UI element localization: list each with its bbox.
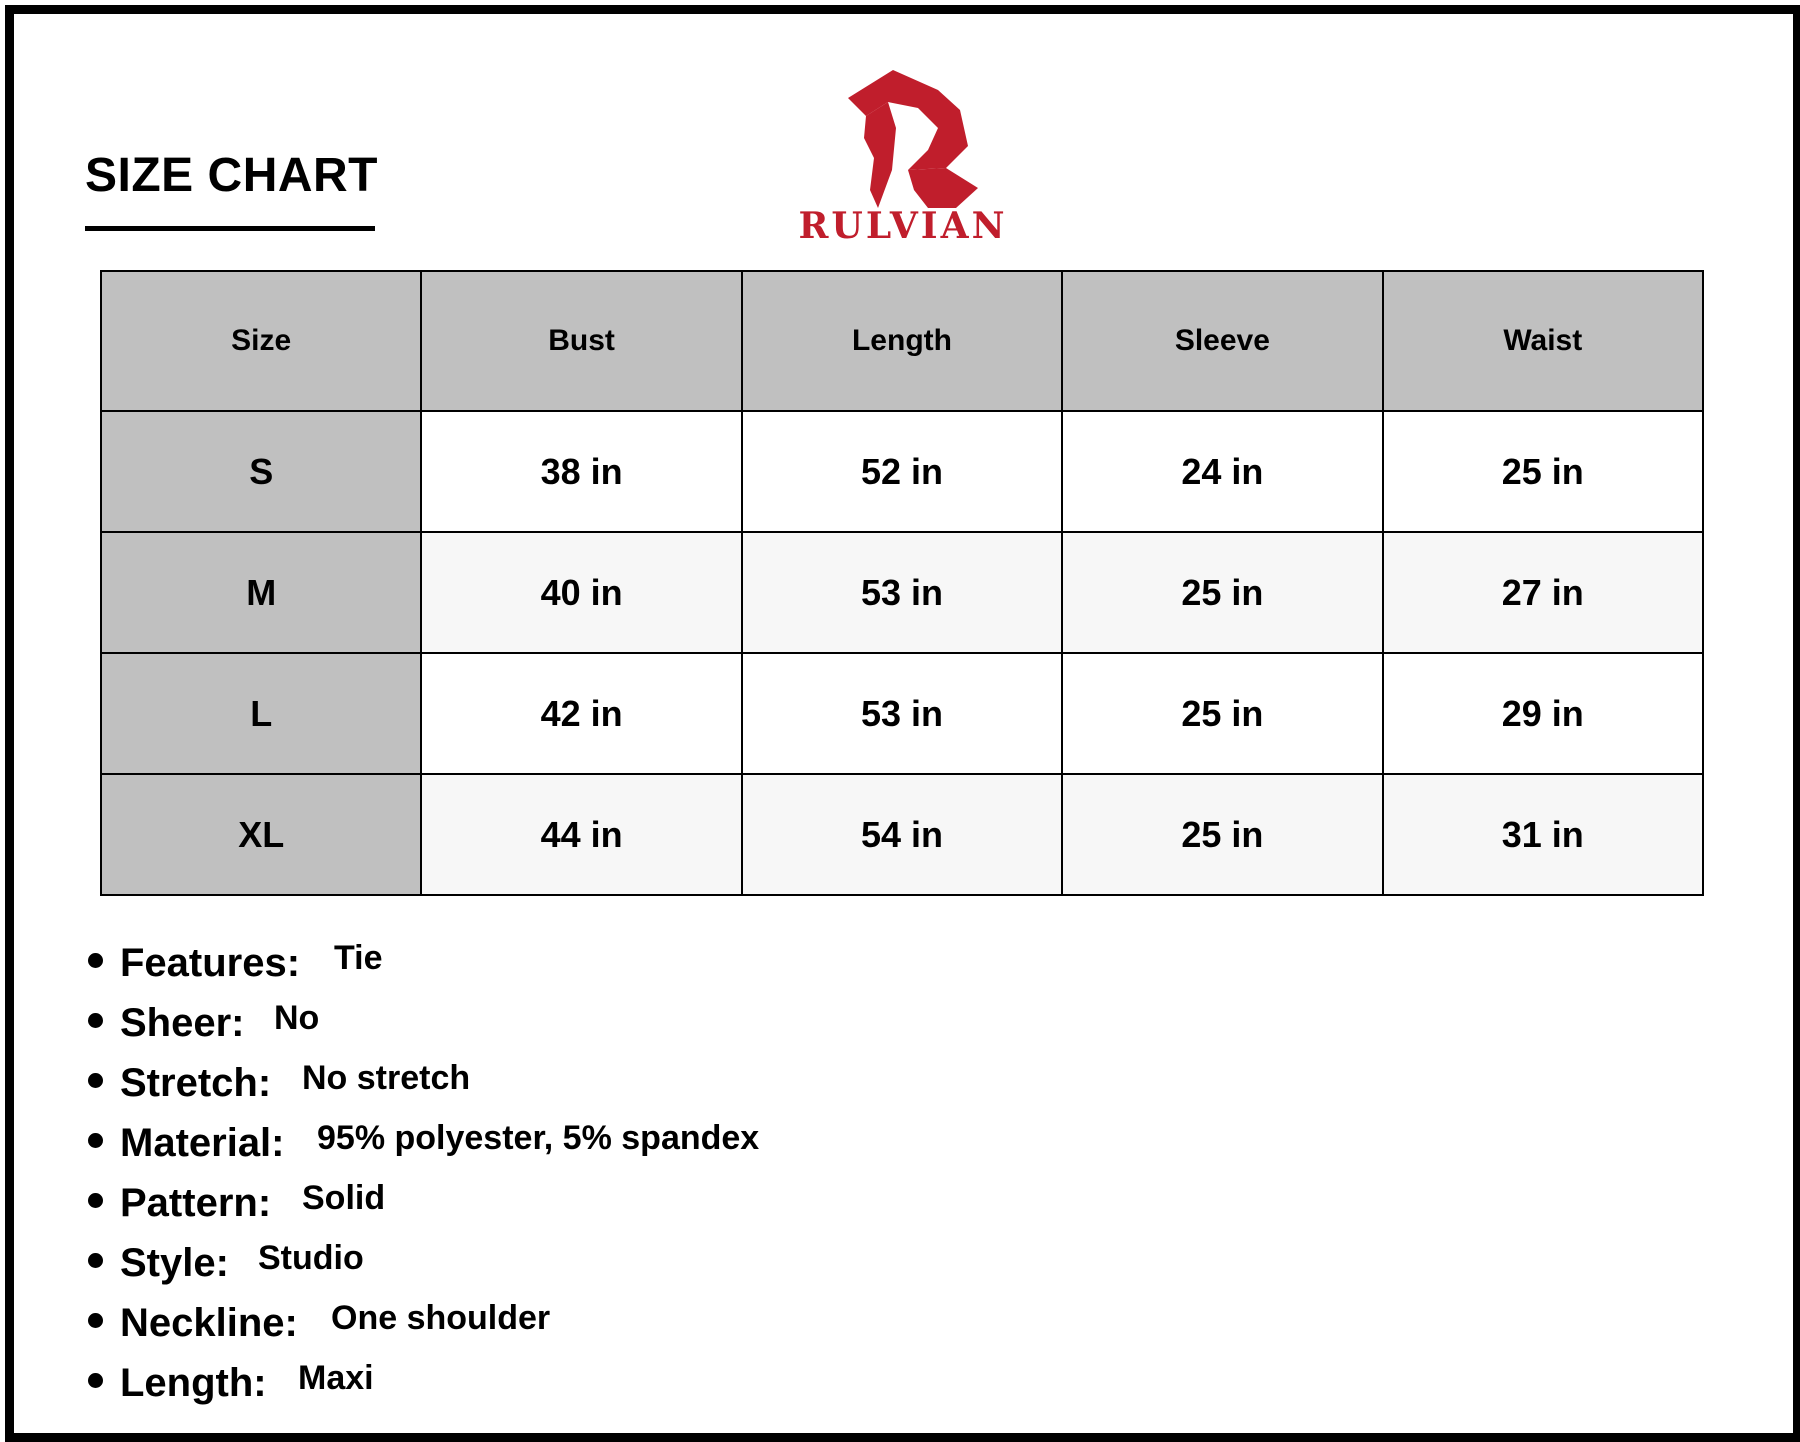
column-header: Sleeve [1062, 271, 1382, 411]
table-cell: 42 in [421, 653, 741, 774]
table-cell: 31 in [1383, 774, 1703, 895]
bullet-icon [88, 953, 103, 968]
spec-value: 95% polyester, 5% spandex [317, 1119, 760, 1157]
title-underline [85, 226, 375, 231]
spec-label: Features: [120, 941, 301, 985]
table-cell: 27 in [1383, 532, 1703, 653]
bullet-icon [88, 1373, 103, 1388]
spec-value: Tie [334, 939, 383, 977]
table-row [101, 774, 1703, 895]
bullet-icon [88, 1133, 103, 1148]
table-cell: 44 in [421, 774, 741, 895]
size-cell: L [101, 653, 421, 774]
spec-value: Studio [258, 1239, 364, 1277]
table-header-row [101, 271, 1703, 411]
size-cell: M [101, 532, 421, 653]
table-cell: 53 in [742, 532, 1062, 653]
size-table [100, 270, 1704, 896]
table-cell: 25 in [1062, 774, 1382, 895]
table-cell: 29 in [1383, 653, 1703, 774]
brand-name: RULVIAN [798, 205, 1008, 247]
red-r-monogram-icon [778, 58, 1028, 208]
bullet-icon [88, 1013, 103, 1028]
table-cell: 53 in [742, 653, 1062, 774]
table-row [101, 411, 1703, 532]
spec-label: Sheer: [120, 1001, 245, 1045]
bullet-icon [88, 1193, 103, 1208]
size-cell: XL [101, 774, 421, 895]
page-title: SIZE CHART [85, 149, 378, 202]
spec-label: Pattern: [120, 1181, 272, 1225]
table-cell: 25 in [1062, 653, 1382, 774]
bullet-icon [88, 1253, 103, 1268]
size-cell: S [101, 411, 421, 532]
table-row [101, 532, 1703, 653]
table-cell: 24 in [1062, 411, 1382, 532]
table-cell: 52 in [742, 411, 1062, 532]
spec-value: Maxi [298, 1359, 374, 1397]
table-cell: 38 in [421, 411, 741, 532]
bullet-icon [88, 1313, 103, 1328]
spec-value: Solid [302, 1179, 386, 1217]
table-cell: 25 in [1062, 532, 1382, 653]
column-header: Bust [421, 271, 741, 411]
spec-value: No stretch [302, 1059, 471, 1097]
spec-label: Material: [120, 1121, 285, 1165]
table-cell: 40 in [421, 532, 741, 653]
table-cell: 25 in [1383, 411, 1703, 532]
column-header: Size [101, 271, 421, 411]
column-header: Length [742, 271, 1062, 411]
spec-label: Neckline: [120, 1301, 298, 1345]
column-header: Waist [1383, 271, 1703, 411]
spec-label: Stretch: [120, 1061, 272, 1105]
table-row [101, 653, 1703, 774]
spec-value: One shoulder [331, 1299, 551, 1337]
spec-label: Length: [120, 1361, 267, 1405]
spec-label: Style: [120, 1241, 229, 1285]
spec-value: No [274, 999, 320, 1037]
bullet-icon [88, 1073, 103, 1088]
table-cell: 54 in [742, 774, 1062, 895]
